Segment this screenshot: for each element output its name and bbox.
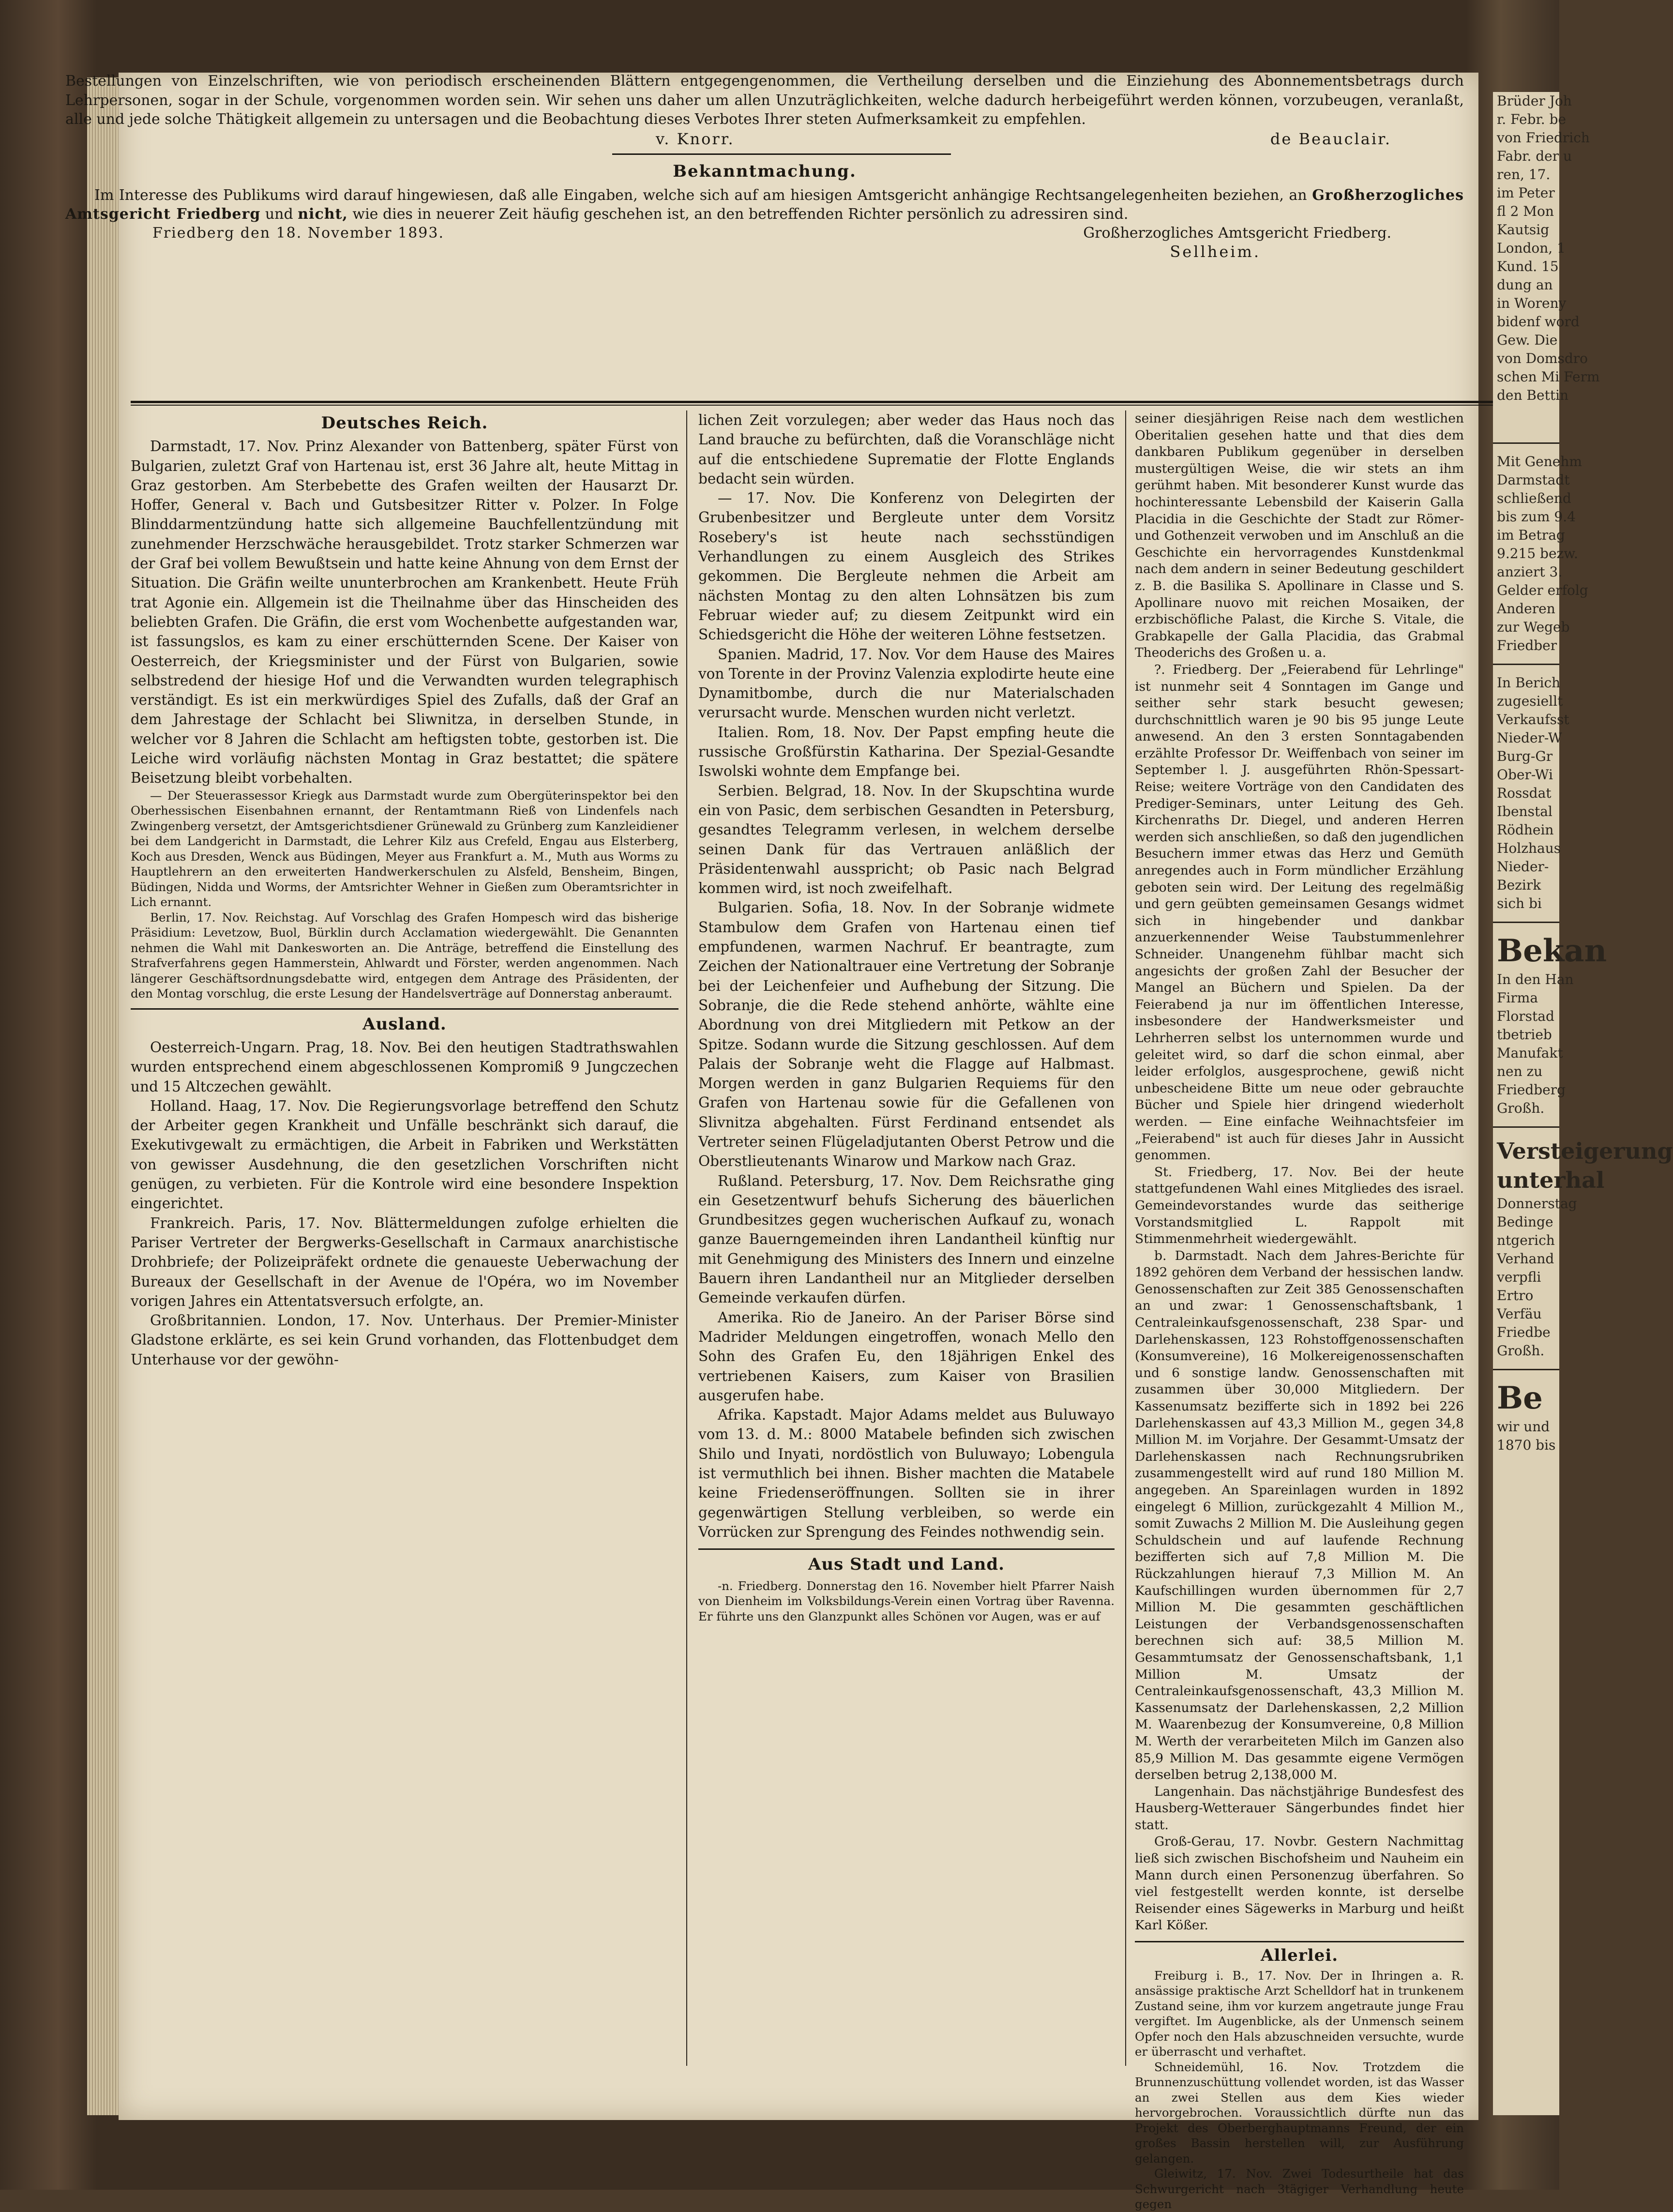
adjacent-page-line: schließend	[1497, 490, 1571, 506]
signature-beauclair: de Beauclair.	[1270, 129, 1391, 148]
section-title-deutsches-reich: Deutsches Reich.	[321, 413, 488, 433]
adjacent-page-line: In den Han	[1497, 971, 1574, 987]
article-gleiwitz: Gleiwitz, 17. Nov. Zwei Todesurtheile hat das Schwurgericht nach 3tägiger Verhandlung heute gegen	[1135, 2167, 1464, 2212]
adjacent-heading: Versteigerung	[1497, 1138, 1673, 1164]
masthead-double-rule	[131, 401, 1529, 406]
article-gb-continued: lichen Zeit vorzulegen; aber weder das Haus noch das Land brauche zu befürchten, daß die Voranschläge nicht auf die entschiedene Suprematie der Flotte Englands bedacht sein würden.	[698, 412, 1115, 487]
adjacent-page-line: Verfäu	[1497, 1306, 1542, 1322]
adjacent-page-line: r. Febr. be	[1497, 111, 1567, 127]
adjacent-page-line: von Friedrich	[1497, 130, 1590, 146]
adjacent-page-lines	[1493, 970, 1574, 1118]
adjacent-page-line: Friedberg	[1497, 1082, 1566, 1098]
column-rule-1	[686, 410, 687, 2066]
adjacent-page-line: Burg-Gr	[1497, 748, 1553, 764]
notice-text: Im Interesse des Publikums wird darauf hingewiesen, daß alle Eingaben, welche sich auf am hiesigen Amtsgericht anhängige Rechtsangelegenheiten beziehen, an Großherzogliches Amtsgericht Friedberg und nicht, wie dies in neuerer Zeit häufig geschehen ist, an den betreffenden Richter persönlich zu adressiren sind.	[65, 186, 1464, 223]
article-genossenschaften: b. Darmstadt. Nach dem Jahres-Berichte für 1892 gehören dem Verband der hessischen landw. Genossenschaften zur Zeit 385 Genossenschaften an und zwar: 1 Genossenschaftsbank, 1 Centraleinkaufsgenossenschaft, 238 Spar- und Darlehenskassen, 123 Rohstoffgenossenschaften (Konsumvereine), 16 Molkereigenossenschaften und 6 sonstige landw. Genossenschaften mit zusammen über 30,000 Mitgliedern. Der Kassenumsatz bezifferte sich in 1892 bei 226 Darlehenskassen auf 43,3 Million M., gegen 34,8 Million M. im Vorjahre. Der Gesammt-Umsatz der Darlehenskassen nach Rechnungsrubriken zusammengestellt wird auf rund 180 Million M. angegeben. An Spareinlagen wurden in 1892 eingelegt 6 Million, zurückgezahlt 4 Million M., somit Zuwachs 2 Million M. Die Ausleihung gegen Schuldschein und auf laufende Rechnung bezifferten sich auf 7,8 Million M. Die Rückzahlungen hierauf 7,3 Million M. An Kaufschillingen wurden übernommen für 2,7 Million M. Die gesammten geschäftlichen Leistungen der Verbandsgenossenschaften berechnen sich auf: 38,5 Million M. Gesammtumsatz der Genossenschaftsbank, 1,1 Million M. Umsatz der Centraleinkaufsgenossenschaft, 43,3 Million M. Kassenumsatz der Darlehenskassen, 2,2 Million M. Waarenbezug der Konsumvereine, 0,8 Million M. Werth der verarbeiteten Milch im Ganzen also 85,9 Million M. Das gesammte eigene Vermögen derselben betrug 2,138,000 M.	[1135, 1248, 1464, 1783]
article-gemeindevorstand: St. Friedberg, 17. Nov. Bei der heute stattgefundenen Wahl eines Mitgliedes des israel. Gemeindevorstandes wurde das seitherige Vorstandsmitglied L. Rappolt mit Stimmenmehrheit wiedergewählt.	[1135, 1164, 1464, 1247]
article-personalnachrichten: — Der Steuerassessor Kriegk aus Darmstadt wurde zum Obergüterinspektor bei den Oberhessischen Eisenbahnen ernannt, der Rentamtmann Rieß von Lindenfels nach Zwingenberg versetzt, der Amtsgerichtsdiener Grünewald zu Grünberg zum Kanzleidiener bei dem Landgericht in Darmstadt, die Lehrer Kilz aus Crefeld, Engau aus Elsterberg, Koch aus Dresden, Wenck aus Büdingen, Meyer aus Frankfurt a. M., Muth aus Worms zu Hauptlehrern an den erweiterten Handwerkerschulen zu Alsfeld, Bensheim, Bingen, Büdingen, Nidda und Worms, der Amtsrichter Wehner in Gießen zum Oberamtsrichter in Lich ernannt.	[131, 788, 678, 909]
article-serbien: Serbien. Belgrad, 18. Nov. In der Skupschtina wurde ein von Pasic, dem serbischen Gesandten in Petersburg, gesandtes Telegramm verlesen, in welchem derselbe seinen Dank für das Vertrauen anläßlich der Präsidentenwahl ausspricht; ob Pasic nach Belgrad kommen wird, ist noch zweifelhaft.	[698, 782, 1115, 897]
adjacent-page-line: Mit Genehm	[1497, 454, 1582, 470]
adjacent-page-line: zugesiellt	[1497, 693, 1563, 709]
adjacent-page-line: Bedinge	[1497, 1214, 1553, 1230]
notice-signer: Sellheim.	[1170, 242, 1261, 261]
column-2	[698, 410, 1115, 1624]
adjacent-page-line: tbetrieb	[1497, 1027, 1552, 1043]
adjacent-page-lines	[1493, 674, 1569, 913]
adjacent-page-line: zur Wegeb	[1497, 619, 1570, 635]
adjacent-page-line: Ertro	[1497, 1288, 1534, 1303]
article-afrika: Afrika. Kapstadt. Major Adams meldet aus Buluwayo vom 13. d. M.: 8000 Matabele befinden sich zwischen Shilo und Inyati, nordöstlich von Buluwayo; Lobengula ist vermuthlich bei ihnen. Bisher machten die Matabele keine Friedenseröffnungen. Sollten sie in ihrer gegenwärtigen Stellung verbleiben, so werde ein Vorrücken zur Sprengung des Feindes nothwendig sein.	[698, 1407, 1115, 1540]
adjacent-page-line: London, 1	[1497, 240, 1566, 256]
adjacent-page-line: Rossdat	[1497, 785, 1552, 801]
adjacent-page-line: Friedber	[1497, 637, 1557, 653]
section-rule	[131, 1008, 678, 1010]
adjacent-page-line: 1870 bis	[1497, 1437, 1556, 1453]
article-freiburg: Freiburg i. B., 17. Nov. Der in Ihringen a. R. ansässige praktische Arzt Schelldorf hat in trunkenem Zustand seine, ihm vor kurzem angetraute junge Frau vergiftet. Im Augenblicke, als der Unmensch seinem Opfer noch den Hals abzuschneiden versuchte, wurde er überrascht und verhaftet.	[1135, 1968, 1464, 2059]
article-gross-gerau: Groß-Gerau, 17. Novbr. Gestern Nachmittag ließ sich zwischen Bischofsheim und Nauheim ein Mann durch einen Personenzug überfahren. So viel festgestellt werden konnte, ist derselbe Reisender eines Sägewerks in Marburg und heißt Karl Kößer.	[1135, 1834, 1464, 1933]
adjacent-page-line: Kautsig	[1497, 222, 1550, 238]
adjacent-page-line: bis zum 9.4	[1497, 509, 1576, 525]
article-feierabend: ?. Friedberg. Der „Feierabend für Lehrlinge" ist nunmehr seit 4 Sonntagen im Gange und seither sehr stark besucht gewesen; durchschnittlich waren je 90 bis 95 junge Leute anwesend. An den 3 ersten Sonntagabenden erzählte Professor Dr. Weiffenbach von seiner im September l. J. ausgeführten Rhön-Spessart-Reise; weitere Vorträge von den Candidaten des Prediger-Seminars, unter Leitung des Geh. Kirchenraths Dr. Diegel, und anderen Herren werden sich anschließen, so daß den jugendlichen Besuchern immer etwas das Herz und Gemüth anregendes auch in Form mündlicher Erzählung geboten sein wird. Der Leitung des regelmäßig und gern geübten gemeinsamen Gesangs widmet sich in hingebender und dankbar anzuerkennender Weise Taubstummenlehrer Schneider. Unangenehm fühlbar macht sich angesichts der großen Zahl der Besucher der Mangel an Büchern und Spielen. Da der Feierabend ja nur im öffentlichen Interesse, insbesondere der Handwerksmeister und Lehrherren selbst los unternommen wurde und geleitet wird, so darf die schon einmal, aber leider erfolglos, ausgesprochene, gewiß nicht unbescheidene Bitte um neue oder gebrauchte Bücher und Spiele hier dringend wiederholt werden. — Eine einfache Weihnachtsfeier im „Feierabend" ist auch für dieses Jahr in Aussicht genommen.	[1135, 662, 1464, 1163]
adjacent-page-line: im Peter	[1497, 185, 1555, 201]
article-italien: Italien. Rom, 18. Nov. Der Papst empfing heute die russische Großfürstin Katharina. Der Spezial-Gesandte Iswolski wohnte dem Empfange bei.	[698, 724, 1115, 780]
adjacent-page-line: dung an	[1497, 277, 1553, 293]
adjacent-page-line: Großh.	[1497, 1100, 1545, 1116]
top-notice-block	[65, 72, 1464, 261]
adjacent-page-line: Ober-Wi	[1497, 767, 1553, 783]
section-title-allerlei: Allerlei.	[1260, 1946, 1339, 1966]
adjacent-page-line: Manufakt	[1497, 1045, 1563, 1061]
article-amerika: Amerika. Rio de Janeiro. An der Pariser Börse sind Madrider Meldungen eingetroffen, wonach Mello den Sohn des Grafen Eu, den 18jährigen Enkel des vertriebenen Kaisers, zum Kaiser von Brasilien ausgerufen habe.	[698, 1309, 1115, 1404]
adjacent-page-lines	[1493, 1418, 1559, 1454]
article-russland: Rußland. Petersburg, 17. Nov. Dem Reichsrathe ging ein Gesetzentwurf behufs Sicherung des bäuerlichen Grundbesitzes gegen wucherischen Aufkauf zu, wonach ganze Bauerngemeinden ihren Landantheil künftig nur mit Genehmigung des Ministers des Innern und einzelne Bauern ihren Landantheil nur an Mitglieder derselben Gemeinde verkaufen dürfen.	[698, 1172, 1115, 1306]
adjacent-page-line: Verkaufsst	[1497, 712, 1569, 727]
adjacent-page-line: Großh.	[1497, 1343, 1545, 1359]
column-3	[1135, 410, 1464, 2212]
newspaper-page	[65, 73, 1478, 2212]
article-oesterreich: Oesterreich-Ungarn. Prag, 18. Nov. Bei den heutigen Stadtrathswahlen wurden entsprechend einem abgeschlossenen Kompromiß 9 Jungczechen und 15 Altczechen gewählt.	[131, 1039, 678, 1095]
article-friedberg-vortrag: -n. Friedberg. Donnerstag den 16. November hielt Pfarrer Naish von Dienheim im Volksbildungs-Verein einen Vortrag über Ravenna. Er führte uns den Glanzpunkt alles Schönen vor Augen, was er auf	[698, 1578, 1115, 1623]
adjacent-page-line: Holzhaus	[1497, 840, 1561, 856]
article-schneidemuehl: Schneidemühl, 16. Nov. Trotzdem die Brunnenzuschüttung vollendet worden, ist das Wasser an zwei Stellen aus dem Kies wieder hervorgebrochen. Voraussichtlich dürfte nun das Projekt des Oberberghauptmanns Freund, der ein großes Bassin herstellen will, zur Ausführung gelangen.	[1135, 2060, 1464, 2166]
section-title-aus-stadt-und-land: Aus Stadt und Land.	[808, 1555, 1005, 1575]
adjacent-page-line: sich bi	[1497, 895, 1542, 911]
adjacent-page-line: bidenf word	[1497, 314, 1580, 330]
adjacent-page-line: Florstad	[1497, 1008, 1554, 1024]
notice-title: Bekanntmachung.	[673, 161, 857, 181]
article-bergleute-konferenz: — 17. Nov. Die Konferenz von Delegirten der Grubenbesitzer und Bergleute unter dem Vorsitz Rosebery's ist heute nach sechsstündigen Verhandlungen zu einem Ausgleich des Strikes gekommen. Die Bergleute nehmen die Arbeit am nächsten Montag zu den alten Lohnsätzen bis zum Februar wieder auf; zu diesem Zeitpunkt wird ein Schiedsgericht die Höhe der weiteren Löhne festsetzen.	[698, 490, 1115, 643]
adjacent-page-line: Rödhein	[1497, 822, 1554, 838]
adjacent-page-line: In Berich	[1497, 675, 1561, 691]
adjacent-page-lines	[1493, 1195, 1577, 1360]
notice-sign-row	[65, 224, 1464, 242]
adjacent-page-line: anziert 3.	[1497, 564, 1563, 580]
adjacent-page-line: in Woreny	[1497, 295, 1567, 311]
adjacent-page-line: 9.215 bezw.	[1497, 545, 1578, 561]
adjacent-page-line: fl 2 Mon	[1497, 203, 1554, 219]
adjacent-page-line: schen Mi Ferm	[1497, 369, 1600, 385]
adjacent-heading: Be	[1497, 1380, 1543, 1416]
section-title-ausland: Ausland.	[362, 1014, 447, 1034]
court-notice	[65, 162, 1464, 261]
top-paragraph: Bestellungen von Einzelschriften, wie von periodisch erscheinenden Blättern entgegengenommen, die Vertheilung derselben und die Einziehung des Abonnementsbetrags durch Lehrpersonen, sogar in der Schule, vorgenommen worden sein. Wir sehen uns daher um allen Unzuträglichkeiten, welche dadurch herbeigeführt werden können, vorzubeugen, veranlaßt, alle und jede solche Thätigkeit allgemein zu untersagen und die Beobachtung dieses Verbotes Ihrer steten Aufmerksamkeit zu empfehlen.	[65, 73, 1464, 128]
notice-place-date: Friedberg den 18. November 1893.	[152, 224, 444, 242]
adjacent-page-line: Bezirk	[1497, 877, 1541, 893]
adjacent-page-line: Nieder-W	[1497, 730, 1562, 746]
adjacent-page-line: verpfli	[1497, 1269, 1541, 1285]
section-rule	[698, 1548, 1115, 1550]
adjacent-page-line: den Bettin	[1497, 387, 1569, 403]
adjacent-page-line: Brüder Joh	[1497, 93, 1572, 109]
adjacent-page-line: Friedbe	[1497, 1324, 1551, 1340]
adjacent-page-fragment	[1493, 92, 1673, 2115]
adjacent-page-line: Firma	[1497, 990, 1538, 1006]
column-1	[131, 410, 678, 1369]
adjacent-page-line: wir und	[1497, 1419, 1550, 1435]
adjacent-page-line: im Betrag	[1497, 527, 1565, 543]
adjacent-heading: unterhal	[1497, 1167, 1605, 1193]
article-spanien: Spanien. Madrid, 17. Nov. Vor dem Hause des Maires von Torente in der Provinz Valenzia explodirte heute eine Dynamitbombe, durch die nur Materialschaden verursacht wurde. Menschen wurden nicht verletzt.	[698, 646, 1115, 721]
signature-knorr: v. Knorr.	[656, 129, 735, 148]
top-signatures	[65, 129, 1464, 149]
adjacent-page-line: Darmstadt	[1497, 472, 1570, 488]
column-rule-2	[1125, 410, 1126, 2066]
adjacent-page-line: ren, 17.	[1497, 167, 1551, 182]
book-page-edges	[87, 77, 119, 2115]
adjacent-page-line: Fabr. der u	[1497, 148, 1572, 164]
adjacent-page-lines	[1493, 453, 1588, 655]
article-grossbritannien: Großbritannien. London, 17. Nov. Unterhaus. Der Premier-Minister Gladstone erklärte, es sei kein Grund vorhanden, das Flottenbudget dem Unterhause vor der gewöhn-	[131, 1312, 678, 1368]
article-langenhain: Langenhain. Das nächstjährige Bundesfest des Hausberg-Wetterauer Sängerbundes findet hier statt.	[1135, 1784, 1464, 1833]
article-berlin-reichstag: Berlin, 17. Nov. Reichstag. Auf Vorschlag des Grafen Hompesch wird das bisherige Präsidium: Levetzow, Buol, Bürklin durch Acclamation wiedergewählt. Die Genannten nehmen die Wahl mit Dankesworten an. Die Anträge, betreffend die Einstellung des Strafverfahrens gegen Hammerstein, Ahlwardt und Förster, werden angenommen. Nach längerer Geschäftsordnungsdebatte wird, entgegen dem Antrage des Präsidenten, der den Montag vorschlug, die erste Lesung der Handelsverträge auf Donnerstag anberaumt.	[131, 910, 678, 1001]
section-rule	[1135, 1941, 1464, 1942]
adjacent-page-line: Ibenstal	[1497, 803, 1552, 819]
adjacent-page-line: Gelder erfolg	[1497, 582, 1588, 598]
article-bulgarien: Bulgarien. Sofia, 18. Nov. In der Sobranje widmete Stambulow dem Grafen von Hartenau einen tief empfundenen, warmen Nachruf. Er beantragte, zum Zeichen der Nationaltrauer eine Vertretung der Sobranje bei der Leichenfeier und Aufhebung der Sitzung. Die Sobranje, die die Rede stehend anhörte, wählte eine Abordnung von drei Mitgliedern mit Petkow an der Spitze. Sodann wurde die Sitzung geschlossen. Auf dem Palais der Sobranje weht die Flagge auf Halbmast. Morgen werden in ganz Bulgarien Requiems für den Grafen von Hartenau sowie für die Gefallenen von Slivnitza abgehalten. Fürst Ferdinand entsendet als Vertreter seinen Flügeladjutanten Oberst Petrow und die Oberstlieutenants Winarow und Markow nach Graz.	[698, 899, 1115, 1170]
adjacent-page-line: von Domsdro	[1497, 350, 1588, 366]
adjacent-page-line: Donnerstag	[1497, 1196, 1577, 1212]
divider-short	[612, 153, 951, 155]
article-darmstadt-battenberg: Darmstadt, 17. Nov. Prinz Alexander von Battenberg, später Fürst von Bulgarien, zuletzt Graf von Hartenau ist, erst 36 Jahre alt, heute Mittag in Graz gestorben. Am Sterbebette des Grafen weilten der Hausarzt Dr. Hoffer, General v. Bach und Gutsbesitzer Ritter v. Polzer. In Folge Blinddarmentzündung hatte sich allgemeine Bauchfellentzündung mit zunehmender Herzschwäche herausgebildet. Trotz starker Schmerzen war der Graf bei vollem Bewußtsein und hatte keine Ahnung von dem Ernst der Situation. Die Gräfin weilte ununterbrochen am Krankenbett. Heute Früh trat Agonie ein. Allgemein ist die Theilnahme über das Hinscheiden des beliebten Grafen. Die Gräfin, die erst vom Wochenbette aufgestanden war, ist fassungslos, es kam zu einer erschütternden Scene. Der Kaiser von Oesterreich, der Kriegsminister und der Fürst von Bulgarien, sowie selbstredend der hiesige Hof und die Verwandten wurden telegraphisch verständigt. Es ist ein merkwürdiges Spiel des Zufalls, daß der Graf an dem Jahrestage der Schlacht bei Sliwnitza, in derselben Stunde, in welcher vor 8 Jahren die Schlacht am heftigsten tobte, gestorben ist. Die Leiche wird vorläufig nächsten Montag in Graz bestattet; die spätere Beisetzung bleibt vorbehalten.	[131, 438, 678, 787]
article-ravenna-continued: seiner diesjährigen Reise nach dem westlichen Oberitalien gesehen hatte und that dies dem dankbaren Publikum gegenüber in derselben mustergültigen Weise, die wir stets an ihm gerühmt haben. Mit besonderer Kunst wurde das hochinteressante Lebensbild der Kaiserin Galla Placidia in die Geschichte der Stadt zur Römer- und Gothenzeit verwoben und im Anschluß an die Geschichte ein hervorragendes Kunstdenkmal nach dem andern in seiner Bedeutung geschildert z. B. die Basilika S. Apollinare in Classe und S. Apollinare nuovo mit reichen Mosaiken, der erzbischöfliche Palast, die Kirche S. Vitale, die Grabkapelle der Galla Placidia, das Grabmal Theoderichs des Großen u. a.	[1135, 411, 1464, 661]
notice-authority: Großherzogliches Amtsgericht Friedberg.	[1083, 224, 1391, 242]
adjacent-page-line: Nieder-	[1497, 859, 1549, 875]
adjacent-page-line: nen zu	[1497, 1063, 1543, 1079]
article-holland: Holland. Haag, 17. Nov. Die Regierungsvorlage betreffend den Schutz der Arbeiter gegen Krankheit und Unfälle beschränkt sich darauf, die Exekutivgewalt zu ermächtigen, die Arbeit in Fabriken und Werkstätten von gewisser Ausdehnung, die den gesetzlichen Vorschriften nicht genügen, zu verbieten. Für die Kontrole wird eine besondere Inspektion eingerichtet.	[131, 1097, 678, 1212]
adjacent-page-line: Gew. Die	[1497, 332, 1558, 348]
adjacent-page-line: ntgerich	[1497, 1232, 1555, 1248]
adjacent-page-lines	[1493, 92, 1600, 405]
adjacent-heading: Bekan	[1497, 933, 1607, 969]
adjacent-page-line: Kund. 15	[1497, 258, 1559, 274]
article-frankreich: Frankreich. Paris, 17. Nov. Blättermeldungen zufolge erhielten die Pariser Vertreter der Bergwerks-Gesellschaft in Carmaux anarchistische Drohbriefe; der Polizeipräfekt ordnete die genaueste Ueberwachung der Bureaux der Gesellschaft in der Avenue de l'Opéra, wo im November vorigen Jahres ein Attentatsversuch erfolgte, an.	[131, 1214, 678, 1309]
adjacent-page-line: Verhand	[1497, 1251, 1554, 1267]
adjacent-page-line: Anderen	[1497, 601, 1555, 617]
